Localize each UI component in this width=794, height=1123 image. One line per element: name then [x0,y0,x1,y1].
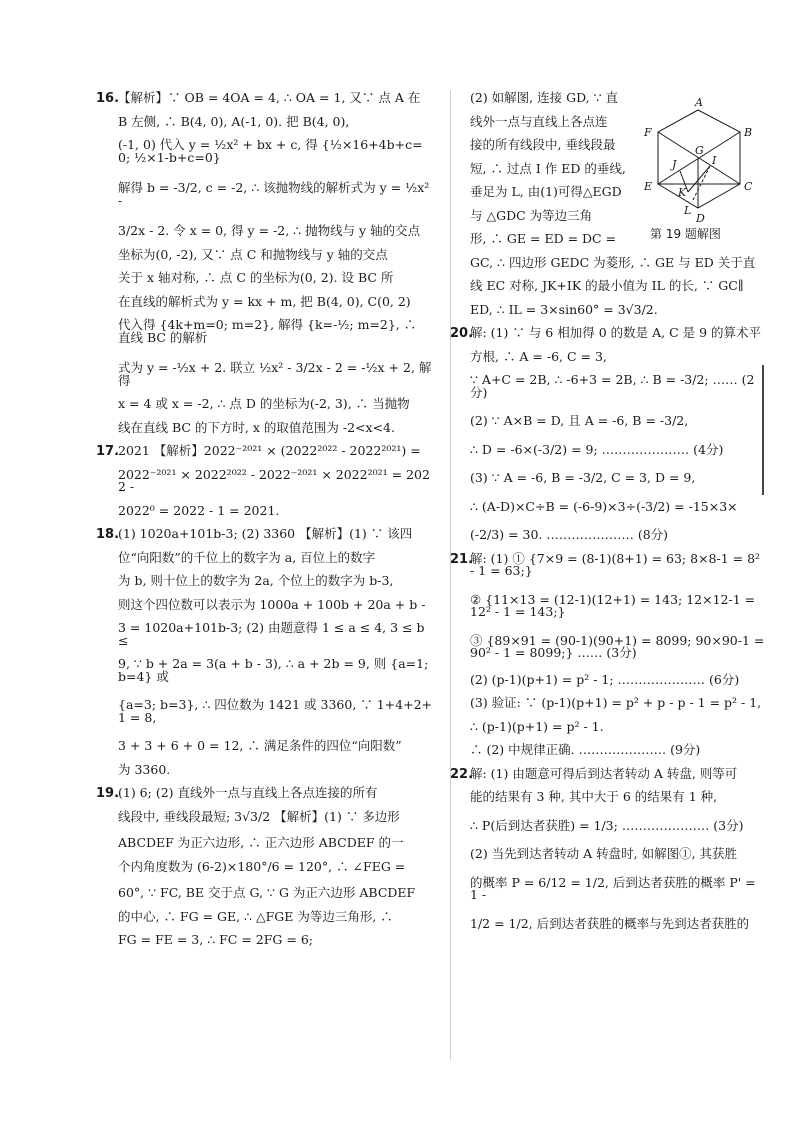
question-18 [96,526,433,777]
edge-bar [762,365,764,495]
label-e: E [644,180,653,193]
label-j: J [672,158,677,171]
text-line: 解: (1) 由题意可得后到达者转动 A 转盘, 则等可 [470,765,738,781]
text-line: ∴ (A-D)×C÷B = (-6-9)×3÷(-3/2) = -15×3× [470,498,738,514]
text-line: 短, ∴ 过点 I 作 ED 的垂线, [470,160,626,176]
text-line: GC, ∴ 四边形 GEDC 为菱形, ∴ GE 与 ED 关于直 [470,254,756,270]
text-line: 在直线的解析式为 y = kx + m, 把 B(4, 0), C(0, 2) [118,293,411,309]
text-line: ED, ∴ IL = 3×sin60° = 3√3/2. [470,301,658,317]
text-line: 与 △GDC 为等边三角 [470,207,593,223]
text-line: {a=3; b=3}, ∴ 四位数为 1421 或 3360, ∵ 1+4+2+1 = 8, [118,697,433,725]
label-g: G [695,144,704,157]
text-line: 个内角度数为 (6-2)×180°/6 = 120°, ∴ ∠FEG = [118,858,406,874]
text-line: 解得 b = -3/2, c = -2, ∴ 该抛物线的解析式为 y = ½x² - [118,180,430,208]
text-line: (3) ∵ A = -6, B = -3/2, C = 3, D = 9, [470,470,696,485]
text-line: 线 EC 对称, JK+IK 的最小值为 IL 的长, ∵ GC∥ [470,278,744,293]
text-line: B 左侧, ∴ B(4, 0), A(-1, 0). 把 B(4, 0), [118,113,350,129]
text-line: (2) ∵ A×B = D, 且 A = -6, B = -3/2, [470,413,689,428]
label-b: B [744,126,753,139]
text-line: 则这个四位数可以表示为 1000a + 100b + 20a + b - [118,596,426,612]
text-line: 60°, ∵ FC, BE 交于点 G, ∵ G 为正六边形 ABCDEF [118,885,416,900]
text-line: 线段中, 垂线段最短; 3√3/2 【解析】(1) ∵ 多边形 [118,808,400,824]
label-c: C [744,180,753,193]
question-number: 17. [96,444,120,459]
text-line: ∵ A+C = 2B, ∴ -6+3 = 2B, ∴ B = -3/2; …… (2分) [470,372,755,400]
question-number: 20. [450,326,474,341]
text-line: 线在直线 BC 的下方时, x 的取值范围为 -2<x<4. [118,419,395,435]
question-number: 18. [96,527,120,542]
question-number: 22. [450,766,474,782]
text-line: ∴ P(后到达者获胜) = 1/3; ………………… (3分) [470,817,744,833]
text-line: 位“向阳数”的千位上的数字为 a, 百位上的数字 [118,549,376,565]
text-line: 的概率 P = 6/12 = 1/2, 后到达者获胜的概率 P' = 1 - [470,874,756,902]
question-21 [450,550,766,757]
text-line: (2) (p-1)(p+1) = p² - 1; ………………… (6分) [470,671,740,687]
question-17 [96,443,432,518]
label-l: L [684,204,692,217]
text-line: (3) 验证: ∵ (p-1)(p+1) = p² + p - p - 1 = p² - 1, [470,695,762,710]
text-line: 2022⁻²⁰²¹ × 2022²⁰²² - 2022⁻²⁰²¹ × 2022²⁰²¹ = 2022 - [118,466,430,494]
question-16 [96,90,432,435]
text-line: (2) 如解图, 连接 GD, ∵ 直 [470,90,619,105]
text-line: ∴ (p-1)(p+1) = p² - 1. [470,718,604,734]
text-line: 方根, ∴ A = -6, C = 3, [470,348,607,364]
text-line: 代入得 {4k+m=0; m=2}, 解得 {k=-½; m=2}, ∴ 直线 BC 的解析 [118,317,417,345]
text-line: 3/2x - 2. 令 x = 0, 得 y = -2, ∴ 抛物线与 y 轴的交点 [118,223,421,238]
text-line: 9, ∵ b + 2a = 3(a + b - 3), ∴ a + 2b = 9, 则 {a=1; b=4} 或 [118,656,429,684]
text-line: 关于 x 轴对称, ∴ 点 C 的坐标为(0, 2). 设 BC 所 [118,270,394,285]
text-line: 为 b, 则十位上的数字为 2a, 个位上的数字为 b-3, [118,573,394,588]
column-divider [450,90,451,1060]
text-line: 垂足为 L, 由(1)可得△EGD [470,184,622,199]
text-line: 接的所有线段中, 垂线段最 [470,137,616,152]
label-a: A [695,96,703,109]
question-19 [96,785,432,947]
text-line: 线外一点与直线上各点连 [470,113,608,129]
question-number: 21. [450,551,474,567]
text-line: 3 + 3 + 6 + 0 = 12, ∴ 满足条件的四位“向阳数” [118,738,402,753]
text-line: (-1, 0) 代入 y = ½x² + bx + c, 得 {½×16+4b+c=0; ½×1-b+c=0} [118,137,423,165]
label-k: K [678,186,687,199]
text-line: (2) 当先到达者转动 A 转盘时, 如解图①, 其获胜 [470,846,738,861]
text-line: 坐标为(0, -2), 又∵ 点 C 和抛物线与 y 轴的交点 [118,246,388,262]
text-line: 2022⁰ = 2022 - 1 = 2021. [118,502,280,518]
label-f: F [644,126,652,139]
text-line: 的中心, ∴ FG = GE, ∴ △FGE 为等边三角形, ∴ [118,908,393,924]
text-line: ③ {89×91 = (90-1)(90+1) = 8099; 90×90-1 = 90² - 1 = 8099;} …… (3分) [470,632,765,660]
question-number: 19. [96,786,120,801]
text-line: (1) 6; (2) 直线外一点与直线上各点连接的所有 [118,785,378,800]
text-line: 形, ∴ GE = ED = DC = [470,231,617,246]
text-line: FG = FE = 3, ∴ FC = 2FG = 6; [118,932,313,947]
text-line: 【解析】∵ OB = 4OA = 4, ∴ OA = 1, 又∵ 点 A 在 [118,90,421,105]
label-i: I [712,154,717,167]
text-line: ∴ D = -6×(-3/2) = 9; ………………… (4分) [470,441,724,457]
text-line: (-2/3) = 30. ………………… (8分) [470,527,669,542]
question-20 [450,325,766,542]
text-line: 2021 【解析】2022⁻²⁰²¹ × (2022²⁰²² - 2022²⁰²¹) = [118,443,421,458]
text-line: 式为 y = -½x + 2. 联立 ½x² - 3/2x - 2 = -½x + 2, 解得 [118,360,432,388]
text-line: 解: (1) ① {7×9 = (8-1)(8+1) = 63; 8×8-1 = 8² - 1 = 63;} [470,550,761,578]
text-line: (1) 1020a+101b-3; (2) 3360 【解析】(1) ∵ 该四 [118,526,413,541]
question-22 [450,765,766,931]
text-line: 解: (1) ∵ 与 6 相加得 0 的数是 A, C 是 9 的算术平 [470,325,762,340]
text-line: 能的结果有 3 种, 其中大于 6 的结果有 1 种, [470,789,718,804]
text-line: x = 4 或 x = -2, ∴ 点 D 的坐标为(-2, 3), ∴ 当抛物 [118,396,410,411]
figure-caption: 第 19 题解图 [650,227,721,241]
text-line: 3 = 1020a+101b-3; (2) 由题意得 1 ≤ a ≤ 4, 3 ≤ b ≤ [118,620,425,648]
hexagon-outline [658,110,740,208]
label-d: D [696,212,705,225]
text-line: 1/2 = 1/2, 后到达者获胜的概率与先到达者获胜的 [470,915,750,931]
hexagon-diagram [640,96,764,246]
left-column [96,90,433,958]
question-number: 16. [96,91,120,106]
segment-ik [688,166,710,192]
text-line: ∴ (2) 中规律正确. ………………… (9分) [470,742,701,757]
text-line: ABCDEF 为正六边形, ∴ 正六边形 ABCDEF 的一 [118,835,404,850]
text-line: ② {11×13 = (12-1)(12+1) = 143; 12×12-1 = 12² - 1 = 143;} [470,591,756,619]
text-line: 为 3360. [118,761,171,777]
